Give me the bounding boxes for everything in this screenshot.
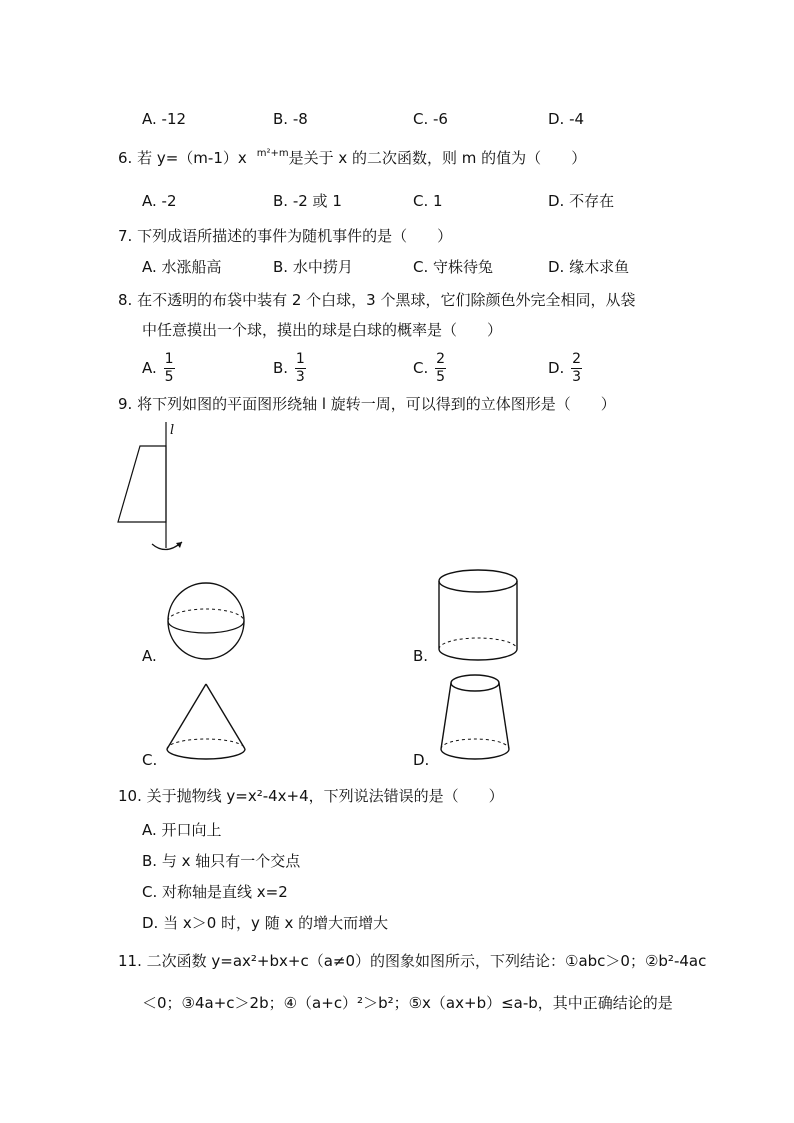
option-letter: D. bbox=[548, 359, 565, 377]
rotation-arrowhead bbox=[176, 542, 182, 548]
sphere-figure bbox=[165, 580, 250, 665]
denominator: 3 bbox=[572, 369, 582, 385]
denominator: 3 bbox=[295, 369, 305, 385]
q6-question bbox=[118, 148, 586, 171]
cone-figure bbox=[165, 682, 250, 768]
q10-question: 10. 关于抛物线 y=x²-4x+4，下列说法错误的是（ ） bbox=[118, 787, 504, 805]
q8-option-a bbox=[142, 352, 175, 385]
q5-option-a: A. -12 bbox=[142, 110, 187, 128]
q6-prefix: 6. 若 y=（m-1）x bbox=[118, 149, 247, 167]
q7-option-c: C. 守株待兔 bbox=[413, 258, 494, 276]
fraction bbox=[295, 352, 306, 385]
q10-option-c: C. 对称轴是直线 x=2 bbox=[142, 883, 288, 901]
q8-question-line1: 8. 在不透明的布袋中装有 2 个白球，3 个黑球，它们除颜色外完全相同，从袋 bbox=[118, 291, 636, 309]
denominator: 5 bbox=[164, 369, 174, 385]
numerator: 1 bbox=[164, 351, 174, 367]
q8-question-line2: 中任意摸出一个球，摸出的球是白球的概率是（ ） bbox=[142, 321, 503, 339]
fraction bbox=[435, 352, 446, 385]
q8-option-c bbox=[413, 352, 446, 385]
q9-option-b-label: B. bbox=[413, 647, 429, 665]
q6-option-b: B. -2 或 1 bbox=[273, 192, 342, 210]
q7-option-a: A. 水涨船高 bbox=[142, 258, 222, 276]
q6-suffix: 是关于 x 的二次函数，则 m 的值为（ ） bbox=[288, 149, 587, 167]
q8-option-d bbox=[548, 352, 582, 385]
option-letter: B. bbox=[273, 359, 289, 377]
q9-question: 9. 将下列如图的平面图形绕轴 l 旋转一周，可以得到的立体图形是（ ） bbox=[118, 395, 616, 413]
numerator: 2 bbox=[436, 351, 445, 367]
q9-plane-figure bbox=[110, 420, 200, 560]
fraction bbox=[164, 352, 175, 385]
fraction bbox=[571, 352, 582, 385]
q7-question: 7. 下列成语所描述的事件为随机事件的是（ ） bbox=[118, 227, 453, 245]
q5-option-b: B. -8 bbox=[273, 110, 308, 128]
numerator: 2 bbox=[572, 351, 582, 367]
q7-option-d: D. 缘木求鱼 bbox=[548, 258, 630, 276]
q9-option-a-label: A. bbox=[142, 647, 157, 665]
numerator: 1 bbox=[295, 351, 305, 367]
q7-option-b: B. 水中捞月 bbox=[273, 258, 353, 276]
q6-option-a: A. -2 bbox=[142, 192, 177, 210]
q10-option-a: A. 开口向上 bbox=[142, 821, 222, 839]
cylinder-figure bbox=[437, 568, 522, 664]
q8-option-b bbox=[273, 352, 306, 385]
q6-exponent: m²+m bbox=[256, 148, 289, 159]
option-letter: A. bbox=[142, 359, 157, 377]
q10-option-d: D. 当 x＞0 时，y 随 x 的增大而增大 bbox=[142, 914, 389, 932]
q6-option-d: D. 不存在 bbox=[548, 192, 615, 210]
q6-option-c: C. 1 bbox=[413, 192, 443, 210]
q11-question-line1: 11. 二次函数 y=ax²+bx+c（a≠0）的图象如图所示，下列结论：①abc＞0；②b²-4ac bbox=[118, 952, 707, 970]
q10-option-b: B. 与 x 轴只有一个交点 bbox=[142, 852, 301, 870]
trapezoid-shape bbox=[118, 446, 166, 522]
option-letter: C. bbox=[413, 359, 429, 377]
q5-option-c: C. -6 bbox=[413, 110, 448, 128]
axis-label: l bbox=[170, 423, 175, 438]
frustum-figure bbox=[438, 672, 518, 768]
q9-option-c-label: C. bbox=[142, 751, 158, 769]
q9-option-d-label: D. bbox=[413, 751, 430, 769]
q11-question-line2: ＜0；③4a+c＞2b；④（a+c）²＞b²；⑤x（ax+b）≤a-b，其中正确结论的是 bbox=[142, 994, 673, 1012]
q5-option-d: D. -4 bbox=[548, 110, 585, 128]
denominator: 5 bbox=[436, 369, 445, 385]
